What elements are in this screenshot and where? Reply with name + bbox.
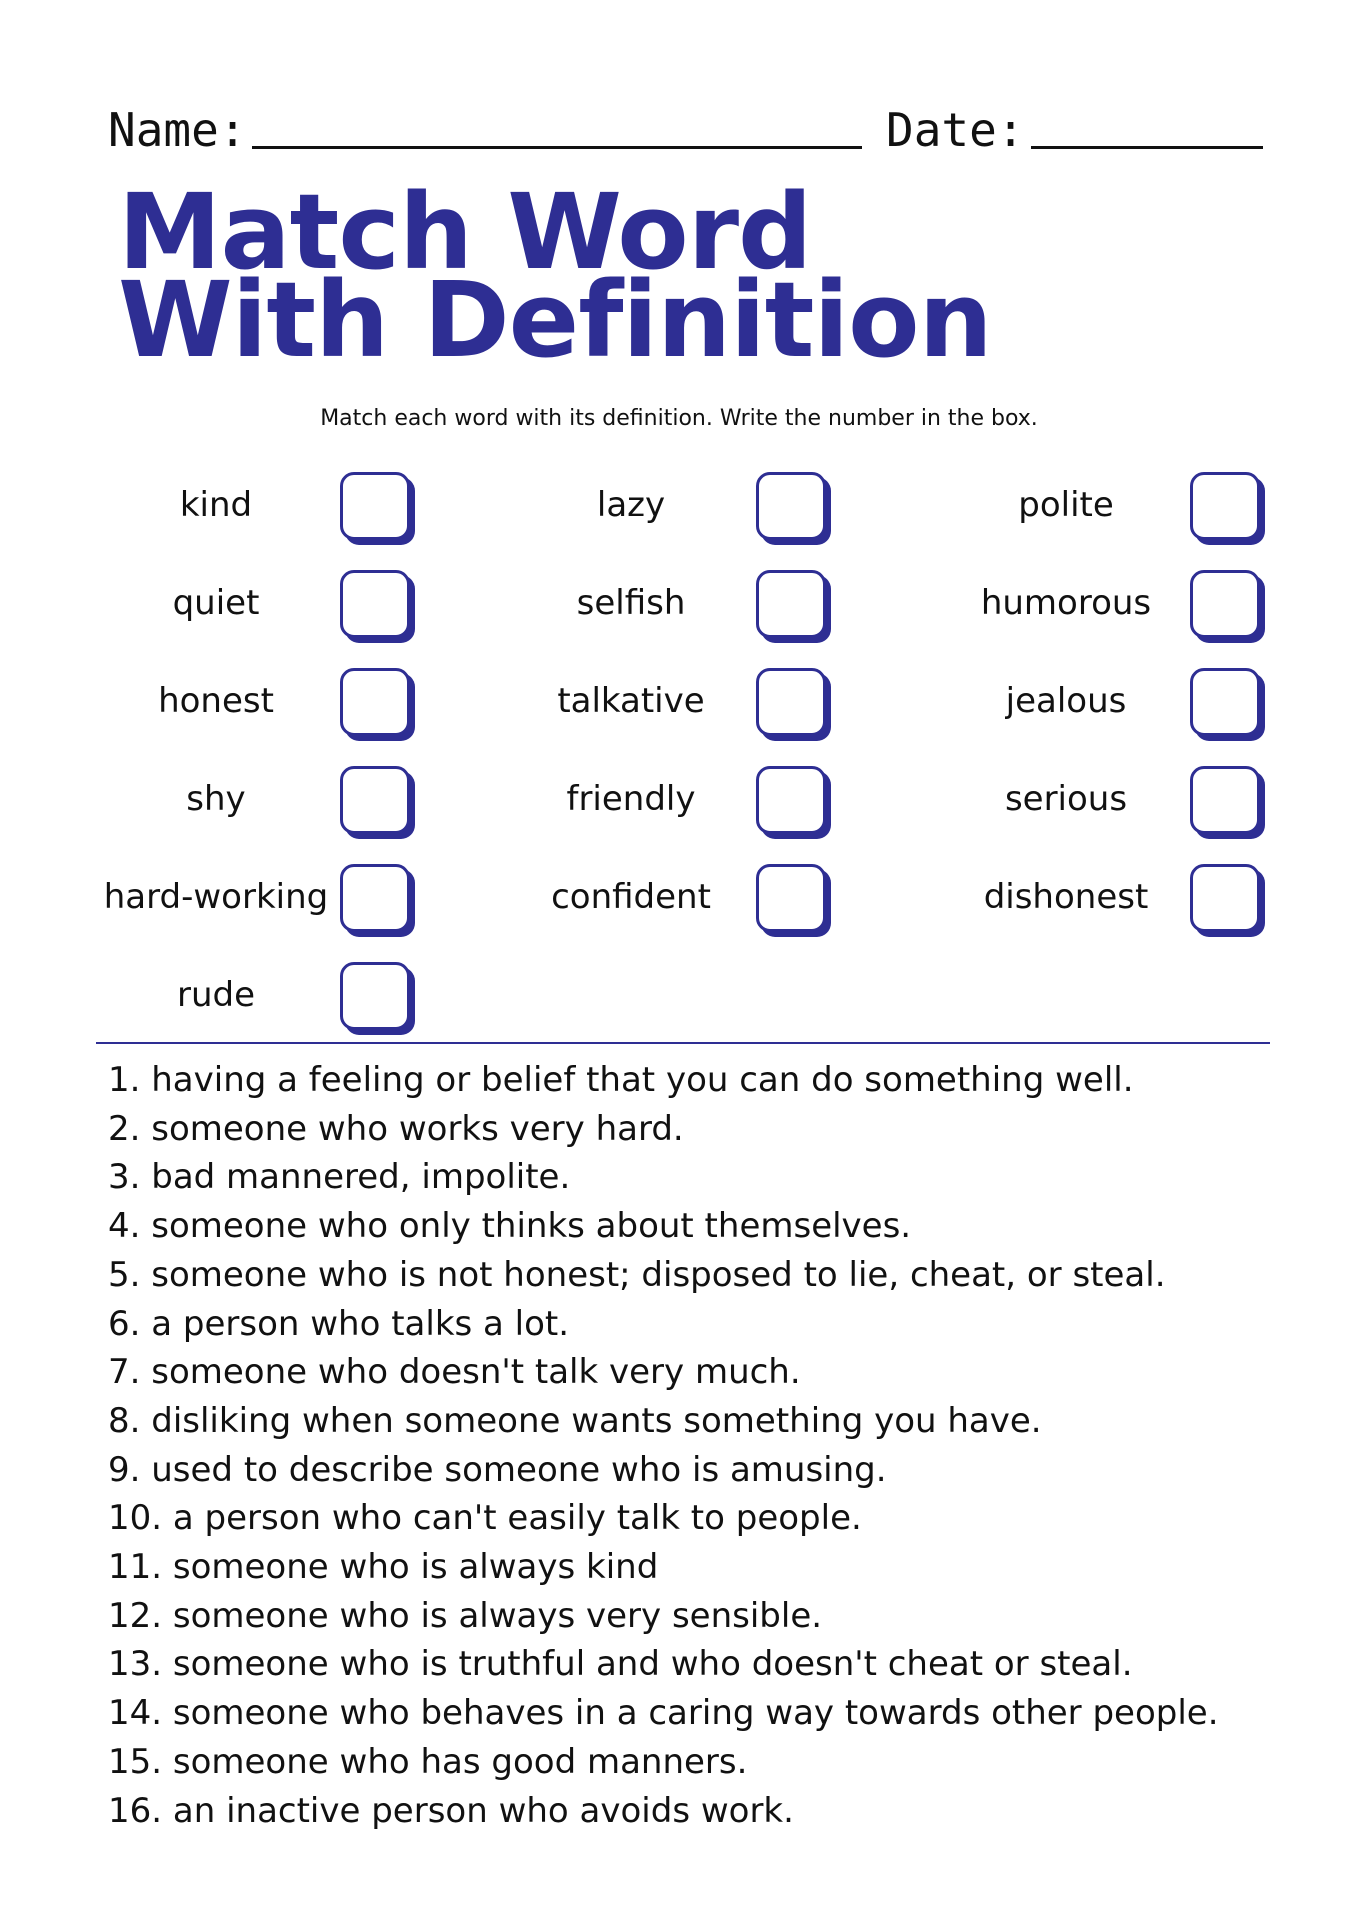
word-label: serious	[1004, 779, 1128, 819]
definition-item: 16. an inactive person who avoids work.	[108, 1790, 794, 1831]
title-line-1: Match Word	[118, 171, 812, 293]
word-label: friendly	[566, 779, 696, 819]
word-label: dishonest	[983, 877, 1149, 917]
instructions: Match each word with its definition. Write the number in the box.	[320, 406, 1038, 431]
definition-item: 12. someone who is always very sensible.	[108, 1595, 823, 1636]
definition-item: 10. a person who can't easily talk to people.	[108, 1498, 862, 1539]
name-field-line[interactable]	[252, 146, 862, 149]
definitions-list	[108, 1056, 1219, 1835]
word-label: kind	[179, 485, 253, 525]
word-label: shy	[186, 779, 246, 819]
answer-box[interactable]	[756, 864, 826, 932]
answer-box[interactable]	[756, 766, 826, 834]
word-label: selfish	[576, 583, 686, 623]
definition-item: 13. someone who is truthful and who doesn't cheat or steal.	[108, 1644, 1133, 1685]
answer-box[interactable]	[340, 668, 410, 736]
answer-box[interactable]	[1190, 766, 1260, 834]
word-label: hard-working	[103, 877, 329, 917]
date-field-line[interactable]	[1031, 146, 1263, 149]
word-label: talkative	[557, 681, 705, 721]
answer-box[interactable]	[1190, 472, 1260, 540]
word-label: confident	[551, 877, 711, 917]
word-label: humorous	[980, 583, 1152, 623]
word-label: honest	[158, 681, 274, 721]
word-grid	[0, 472, 1358, 1032]
definition-item: 4. someone who only thinks about themselves.	[108, 1206, 912, 1247]
answer-box[interactable]	[1190, 570, 1260, 638]
word-label: lazy	[596, 485, 666, 525]
definition-item: 3. bad mannered, impolite.	[108, 1157, 571, 1198]
answer-box[interactable]	[1190, 668, 1260, 736]
answer-box[interactable]	[1190, 864, 1260, 932]
answer-box[interactable]	[340, 766, 410, 834]
word-label: polite	[1018, 485, 1114, 525]
name-label: Name:	[108, 103, 247, 157]
answer-box[interactable]	[756, 570, 826, 638]
definition-item: 14. someone who behaves in a caring way towards other people.	[108, 1693, 1219, 1734]
title-line-2: With Definition	[118, 259, 992, 381]
header-row	[108, 100, 1263, 160]
word-label: rude	[176, 975, 256, 1015]
definition-item: 11. someone who is always kind	[108, 1547, 659, 1588]
answer-box[interactable]	[340, 472, 410, 540]
answer-box[interactable]	[756, 472, 826, 540]
definition-item: 7. someone who doesn't talk very much.	[108, 1352, 801, 1393]
section-divider	[96, 1042, 1270, 1044]
definition-item: 9. used to describe someone who is amusing.	[108, 1449, 887, 1490]
definition-item: 5. someone who is not honest; disposed to lie, cheat, or steal.	[108, 1254, 1166, 1295]
answer-box[interactable]	[340, 864, 410, 932]
answer-box[interactable]	[340, 962, 410, 1030]
definition-item: 8. disliking when someone wants something you have.	[108, 1400, 1042, 1441]
word-label: quiet	[172, 583, 260, 623]
definition-item: 15. someone who has good manners.	[108, 1741, 748, 1782]
definition-item: 6. a person who talks a lot.	[108, 1303, 570, 1344]
word-label: jealous	[1005, 681, 1127, 721]
definition-item: 1. having a feeling or belief that you can do something well.	[108, 1060, 1134, 1100]
answer-box[interactable]	[340, 570, 410, 638]
answer-box[interactable]	[756, 668, 826, 736]
date-label: Date:	[886, 103, 1025, 157]
page-title	[118, 171, 992, 381]
definition-item: 2. someone who works very hard.	[108, 1108, 684, 1149]
